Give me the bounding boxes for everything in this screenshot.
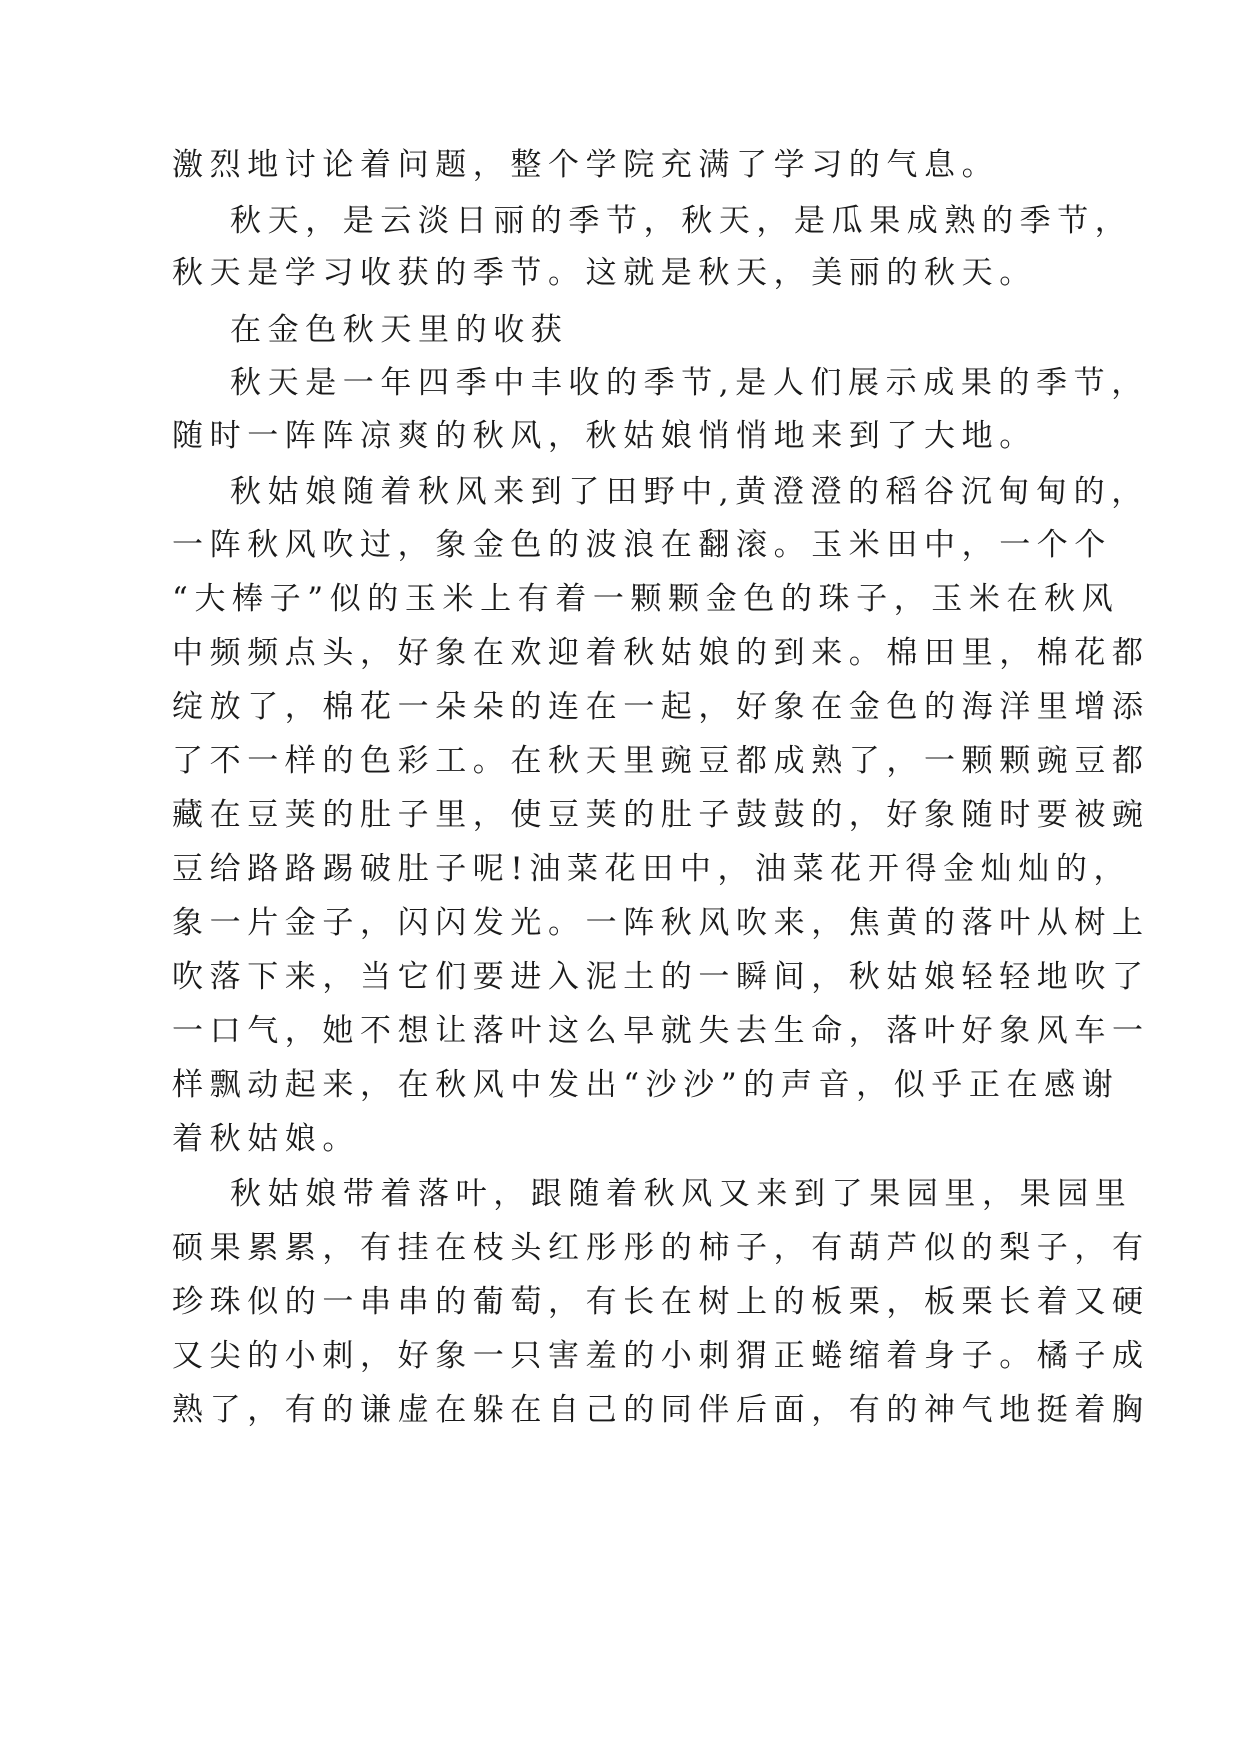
text-line: 吹落下来，当它们要进入泥土的一瞬间，秋姑娘轻轻地吹了 [172,959,1150,995]
text-line: 中频频点头，好象在欢迎着秋姑娘的到来。棉田里，棉花都 [172,635,1150,671]
text-line: 秋天是一年四季中丰收的季节,是人们展示成果的季节， [230,365,1149,401]
text-line: 藏在豆荚的肚子里，使豆荚的肚子鼓鼓的，好象随时要被豌 [172,797,1150,833]
text-line: 一阵秋风吹过，象金色的波浪在翻滚。玉米田中，一个个 [172,527,1112,563]
text-line: 又尖的小刺，好象一只害羞的小刺猬正蜷缩着身子。橘子成 [172,1338,1150,1374]
text-line: 秋姑娘随着秋风来到了田野中,黄澄澄的稻谷沉甸甸的， [230,474,1149,510]
text-line: 秋天，是云淡日丽的季节，秋天，是瓜果成熟的季节， [230,203,1133,239]
text-line: 绽放了，棉花一朵朵的连在一起，好象在金色的海洋里增添 [172,689,1150,725]
text-line: 珍珠似的一串串的葡萄，有长在树上的板栗，板栗长着又硬 [172,1284,1150,1320]
text-line: 样飘动起来，在秋风中发出“沙沙”的声音，似乎正在感谢 [172,1067,1120,1103]
text-line: 激烈地讨论着问题，整个学院充满了学习的气息。 [172,147,1000,183]
text-line: 一口气，她不想让落叶这么早就失去生命，落叶好象风车一 [172,1013,1150,1049]
text-line: 熟了，有的谦虚在躲在自己的同伴后面，有的神气地挺着胸 [172,1392,1150,1428]
text-line: 随时一阵阵凉爽的秋风，秋姑娘悄悄地来到了大地。 [172,418,1037,454]
text-line: 硕果累累，有挂在枝头红彤彤的柿子，有葫芦似的梨子，有 [172,1230,1150,1266]
section-heading: 在金色秋天里的收获 [230,312,569,348]
text-line: 了不一样的色彩工。在秋天里豌豆都成熟了，一颗颗豌豆都 [172,743,1150,779]
text-line: 象一片金子，闪闪发光。一阵秋风吹来，焦黄的落叶从树上 [172,905,1150,941]
text-line: 秋姑娘带着落叶，跟随着秋风又来到了果园里，果园里 [230,1176,1133,1212]
text-line: 豆给路路踢破肚子呢!油菜花田中，油菜花开得金灿灿的， [172,851,1132,887]
text-line: “大棒子”似的玉米上有着一颗颗金色的珠子，玉米在秋风 [172,581,1120,617]
text-line: 着秋姑娘。 [172,1121,360,1157]
text-line: 秋天是学习收获的季节。这就是秋天，美丽的秋天。 [172,255,1037,291]
